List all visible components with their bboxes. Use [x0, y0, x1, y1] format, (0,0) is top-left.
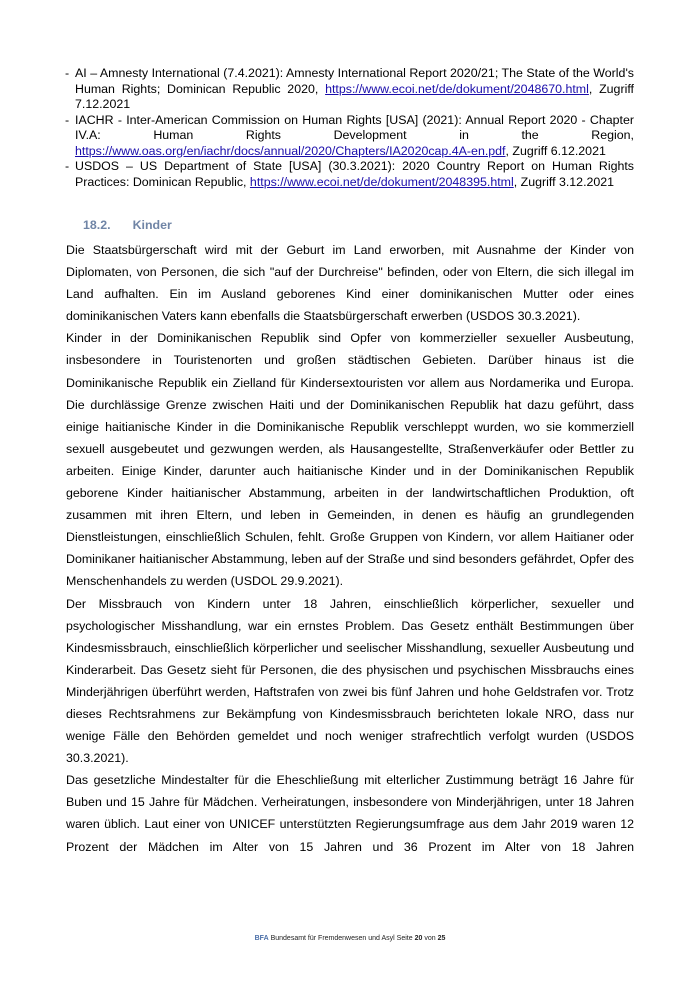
footer-page-total: 25 [437, 935, 446, 942]
source-link[interactable]: https://www.oas.org/en/iachr/docs/annual/2020/Chapters/IA2020cap.4A-en.pdf [75, 143, 506, 158]
footer-org-name: Bundesamt für Fremdenwesen und Asyl [270, 935, 395, 942]
section-title: Kinder [132, 218, 172, 232]
source-link[interactable]: https://www.ecoi.net/de/dokument/2048395.html [249, 174, 514, 189]
footer-page-sep: von [424, 935, 436, 942]
paragraph: Der Missbrauch von Kindern unter 18 Jahren, einschließlich körperlicher, sexueller und psychologischer Misshandlung, war ein ernstes Problem. Das Gesetz enthält Bestimmungen über Kindesmissbrauch, einschließlich körperlicher und seelischer Misshandlung, sexueller Ausbeutung und Kinderarbeit. Das Gesetz sieht für Personen, die des physischen und psychischen Missbrauchs eines Minderjährigen überführt werden, Haftstrafen von zwei bis fünf Jahren und hohe Geldstrafen vor. Trotz dieses Rechtsrahmens zur Bekämpfung von Kindesmissbrauch berichteten lokale NRO, dass nur wenige Fälle den Behörden gemeldet und noch weniger strafrechtlich verfolgt wurden (USDOS 30.3.2021). [66, 596, 634, 766]
list-dash: - [65, 66, 70, 80]
list-dash: - [65, 159, 70, 173]
paragraph: Das gesetzliche Mindestalter für die Eheschließung mit elterlicher Zustimmung beträgt 16 Jahre für Buben und 15 Jahre für Mädchen. Verheiratungen, insbesondere von Minderjährigen, unter 18 Jahren waren üblich. Laut einer von UNICEF unterstützten Regierungsumfrage aus dem Jahr 2019 waren 12 Prozent der Mädchen im Alter von 15 Jahren und 36 Prozent im Alter von 18 Jahren [66, 773, 634, 854]
paragraph: Kinder in der Dominikanischen Republik sind Opfer von kommerzieller sexueller Ausbeutung, insbesondere in Touristenorten und großen städtischen Gebieten. Darüber hinaus ist die Dominikanische Republik ein Zielland für Kindersextouristen vor allem aus Nordamerika und Europa. Die durchlässige Grenze zwischen Haiti und der Dominikanischen Republik hat dazu geführt, dass einige haitianische Kinder in die Dominikanische Republik verschleppt wurden, wo sie kommerziell sexuell ausgebeutet und gezwungen werden, als Hausangestellte, Straßenverkäufer oder Bettler zu arbeiten. Einige Kinder, darunter auch haitianische Kinder und in der Dominikanischen Republik geborene Kinder haitianischer Abstammung, arbeiten in der landwirtschaftlichen Produktion, oft zusammen mit ihren Eltern, und leben in Gemeinden, in denen es häufig an grundlegenden Dienstleistungen, einschließlich Schulen, fehlt. Große Gruppen von Kindern, vor allem Haitianer oder Dominikaner haitianischer Abstammung, leben auf der Straße und sind besonders gefährdet, Opfer des Menschenhandels zu werden (USDOL 29.9.2021). [66, 331, 634, 589]
section-body [66, 239, 634, 858]
source-entry [66, 159, 634, 190]
source-text: USDOS – US Department of State [USA] (30.3.2021): 2020 Country Report on Human Rights Practices: Dominican Republic, [75, 159, 634, 189]
section-number: 18.2. [83, 218, 111, 232]
source-text: IACHR - Inter-American Commission on Human Rights [USA] (2021): Annual Report 2020 - Chapter IV.A: Human Rights Development in the Region, [75, 112, 634, 142]
paragraph: Die Staatsbürgerschaft wird mit der Geburt im Land erworben, mit Ausnahme der Kinder von Diplomaten, von Personen, die sich "auf der Durchreise" befinden, oder von Eltern, die sich illegal im Land aufhalten. Ein im Ausland geborenes Kind einer dominikanischen Mutter oder eines dominikanischen Vaters kann ebenfalls die Staatsbürgerschaft erwerben (USDOS 30.3.2021). [66, 243, 634, 324]
source-link[interactable]: https://www.ecoi.net/de/dokument/2048670.html [325, 81, 589, 96]
list-dash: - [65, 112, 70, 127]
source-text: AI – Amnesty International (7.4.2021): Amnesty International Report 2020/21; The State of the World's Human Rights; Dominican Republic 2020, [75, 66, 634, 96]
page-footer [0, 935, 700, 942]
footer-page-current: 20 [414, 935, 423, 942]
source-list [66, 66, 634, 190]
source-access-date: , Zugriff 3.12.2021 [513, 174, 615, 189]
source-entry [66, 66, 634, 113]
footer-page-label: Seite [396, 935, 413, 942]
source-entry [66, 113, 634, 160]
source-access-date: , Zugriff 7.12.2021 [75, 81, 634, 111]
source-access-date: , Zugriff 6.12.2021 [505, 143, 606, 158]
section-heading [83, 218, 172, 232]
footer-org-abbr: BFA [254, 935, 269, 942]
